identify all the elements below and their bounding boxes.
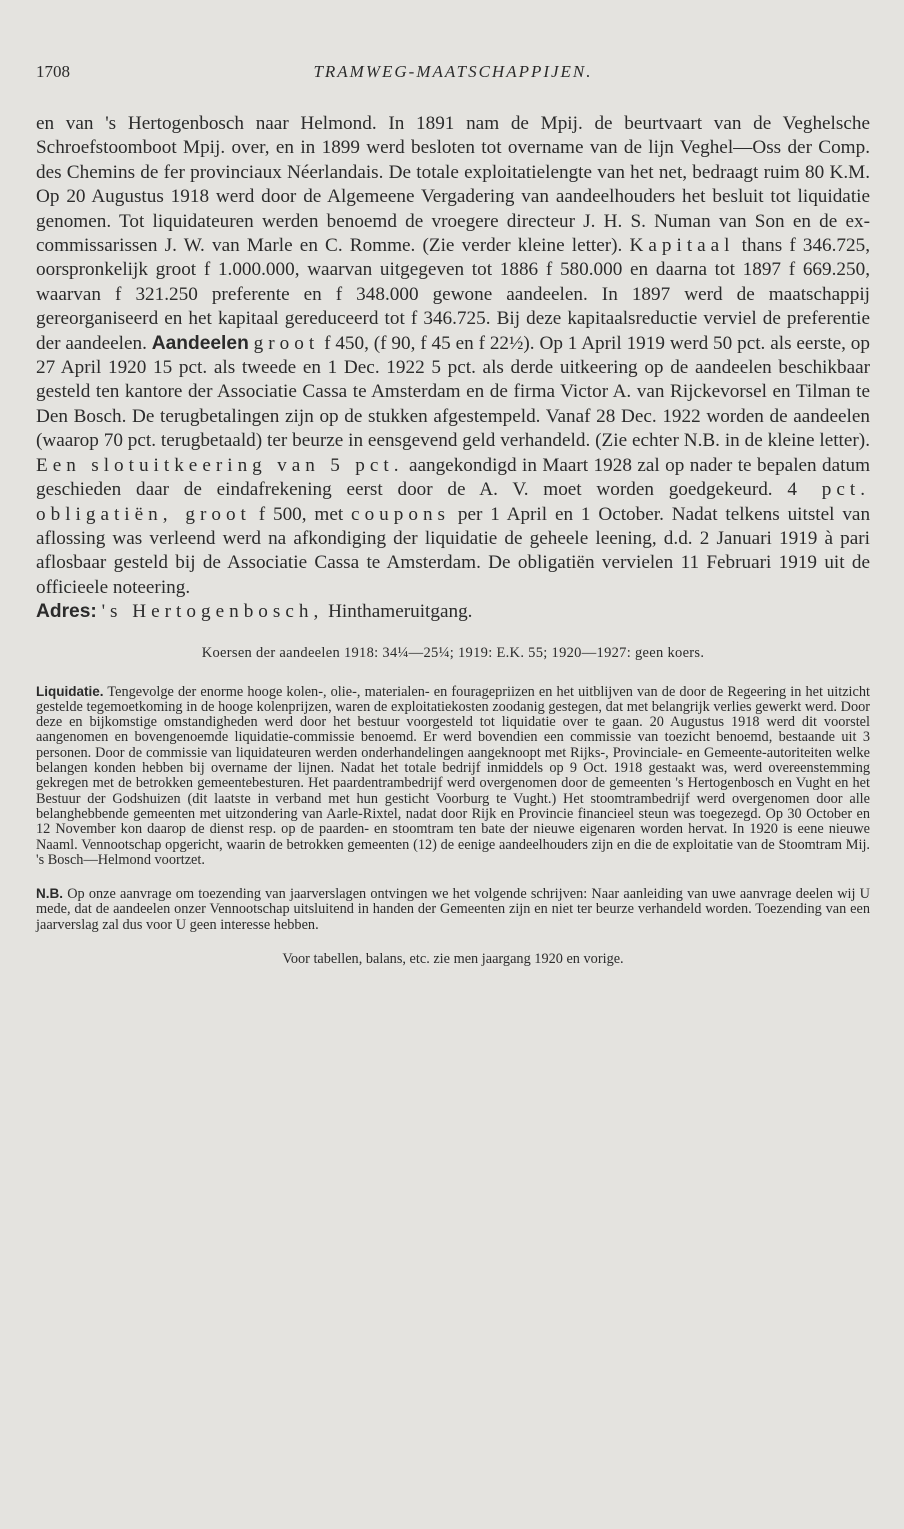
liquidatie-text: Tengevolge der enorme hooge kolen-, olie-, materialen- en fouragepriizen en het uitblijven van de door de Regeering in het uitzicht gestelde tegemoetkoming in de hooge kolenprijzen, waren de exploitatiekosten zoodanig gestegen, dat met belangrijk verlies gewerkt werd. Door deze en bijkomstige omstandigheden werd door het bestuur voorgesteld tot liquidatie over te gaan. 20 Augustus 1918 werd dit voorstel aangenomen en bovengenoemde liquidatie-commissie benoemd. Er werd bovendien een commissie van toezicht benoemd, bestaande uit 3 personen. Door de commissie van liquidateuren werden onderhandelingen aangeknoopt met Rijks-, Provinciale- en Gemeente-autoriteiten welke belangen konden hebben bij overname der lijnen. Nadat het totale bedrijf inmiddels op 9 Oct. 1918 gestaakt was, werd overeenstemming gekregen met de betrokken gemeentebesturen. Het paardentrambedrijf werd overgenomen door de gemeenten 's Hertogenbosch en Vught en het Bestuur der Godshuizen (dit laatste in verband met hun gesticht Voorburg te Vught.) Het stoomtrambedrijf werd overgenomen door alle belanghebbende gemeenten met uitzondering van Aarle-Rixtel, nadat door Rijk en Provincie financieel steun was toegezegd. Op 30 October en 12 November kon daarop de dienst resp. op de paarden- en stoomtram ten bate der nieuwe eigenaren worden hervat. In 1920 is eene nieuwe Naaml. Vennootschap opgericht, waarin de betrokken gemeenten (12) de eenige aandeelhouders zijn en die de exploitatie van de Stoomtram Mij. 's Bosch—Helmond voortzet. [36, 683, 870, 868]
nb-text: Op onze aanvrage om toezending van jaarverslagen ontvingen we het volgende schrijven: Naar aanleiding van uwe aanvrage deelen wij U mede, dat de aandeelen onzer Vennootschap uitsluitend in handen der Gemeenten zijn en niet ter beurze verhandeld worden. Toezending van een jaarverslag zal dus voor U geen interesse hebben. [36, 886, 870, 933]
obligatien-phrase: 4 pct. obligatiën, groot [36, 479, 870, 525]
coupons-text: per 1 April en 1 October. Nadat telkens uitstel van aflossing was verleend werd na afkondiging der liquidatie de geheele leening, d.d. 2 Januari 1919 à pari aflosbaar gesteld bij de Associatie Cassa te Amsterdam. De obligatiën vervielen 11 Februari 1919 uit de officieele noteering. [36, 503, 871, 598]
intro-text: en van 's Hertogenbosch naar Helmond. In 1891 nam de Mpij. de beurtvaart van de Veghelsche Schroefstoomboot Mpij. over, en in 1899 werd besloten tot overname van de lijn Veghel—Oss der Comp. des Chemins de fer provinciaux Néerlandais. De totale exploitatielengte van het net, bedraagt ruim 80 K.M. Op 20 Augustus 1918 werd door de Algemeene Vergadering van aandeelhouders het besluit tot liquidatie genomen. Tot liquidateuren werden benoemd de vroegere directeur J. H. S. Numan van Son en de ex-commissarissen J. W. van Marle en C. Romme. (Zie verder kleine letter). [36, 113, 870, 257]
adres-label: Adres: [36, 601, 97, 623]
footer-note: Voor tabellen, balans, etc. zie men jaargang 1920 en vorige. [282, 950, 624, 967]
address-line [36, 600, 870, 624]
slotuitkeering-phrase: Een slotuitkeering van 5 pct. [36, 454, 404, 476]
slotuitkeering-text: aangekondigd in Maart 1928 zal op nader te bepalen datum geschieden daar de eindafrekening eerst door de A. V. moet worden goedgekeurd. [36, 454, 871, 501]
adres-city: 's Hertogenbosch, [101, 601, 324, 623]
main-text [36, 112, 870, 625]
page-header [36, 52, 870, 88]
koersen-line: Koersen der aandeelen 1918: 34¼—25¼; 1919: E.K. 55; 1920—1927: geen koers. [201, 644, 705, 661]
running-title: TRAMWEG-MAATSCHAPPIJEN. [313, 62, 593, 81]
kapitaal-heading: Kapitaal [629, 235, 735, 257]
obligatien-text: f 500, met [258, 503, 344, 525]
liquidatie-label: Liquidatie. [36, 683, 104, 699]
liquidatie-paragraph [36, 684, 870, 869]
aandeelen-heading: Aandeelen [151, 332, 249, 354]
aandeelen-text: f 450, (f 90, f 45 en f 22½). Op 1 April 1919 werd 50 pct. als eerste, op 27 April 1920 15 pct. als tweede en 1 Dec. 1922 5 pct. als derde uitkeering op de aandeelen beschikbaar gesteld ten kantore der Associatie Cassa te Amsterdam en de firma Victor A. van Rijckevorsel en Tilman te Den Bosch. De terugbetalingen zijn op de stukken afgestempeld. Vanaf 28 Dec. 1922 worden de aandeelen (waarop 70 pct. terugbetaald) ter beurze in eensgevend geld verhandeld. (Zie echter N.B. in de kleine letter). [36, 332, 870, 452]
page-number: 1708 [36, 62, 70, 81]
nb-paragraph [36, 886, 870, 933]
groot-word: groot [253, 332, 320, 354]
nb-section [36, 886, 870, 933]
main-paragraph [36, 112, 870, 600]
adres-street: Hinthameruitgang. [328, 601, 473, 623]
kapitaal-text: thans f 346.725, oorspronkelijk groot f 1.000.000, waarvan uitgegeven tot 1886 f 580.000 en daarna tot 1897 f 669.250, waarvan f 321.250 preferente en f 348.000 gewone aandeelen. In 1897 werd de maatschappij gereorganiseerd en het kapitaal gereduceerd tot f 346.725. Bij deze kapitaalsreductie verviel de preferentie der aandeelen. [36, 235, 871, 354]
nb-label: N.B. [36, 886, 63, 902]
coupons-word: coupons [351, 503, 450, 525]
liquidatie-section [36, 684, 870, 869]
document-page [36, 52, 870, 968]
